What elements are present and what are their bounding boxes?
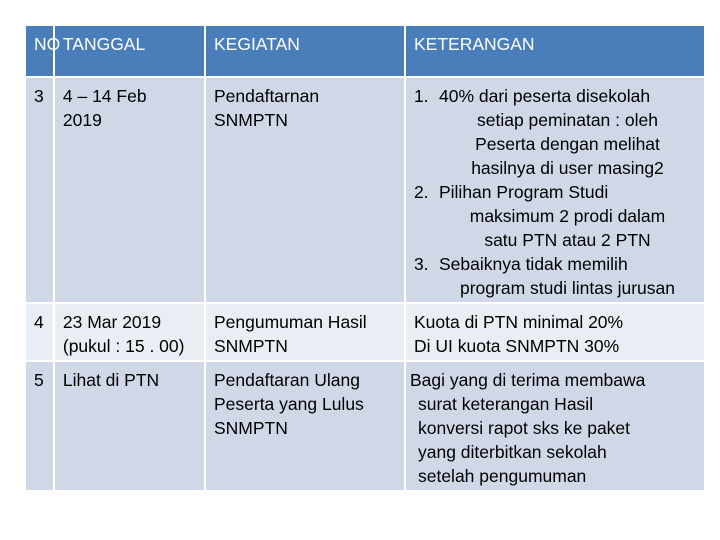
keterangan-line: Bagi yang di terima membawa — [409, 370, 646, 390]
header-keterangan: KETERANGAN — [405, 25, 705, 77]
list-item — [414, 252, 696, 300]
list-line: Peserta dengan melihat — [475, 134, 660, 154]
table-row — [25, 361, 705, 491]
list-number: 3. — [413, 254, 429, 274]
keterangan-line: surat keterangan Hasil — [417, 394, 594, 414]
list-line: Sebaiknya tidak memilih — [438, 254, 628, 274]
row-keterangan — [405, 303, 705, 361]
list-line: satu PTN atau 2 PTN — [484, 230, 651, 250]
keterangan-line: Di UI kuota SNMPTN 30% — [413, 336, 620, 356]
kegiatan-line: SNMPTN — [213, 110, 288, 130]
row-kegiatan — [205, 361, 405, 491]
keterangan-list — [414, 84, 696, 300]
tanggal-line: 23 Mar 2019 — [62, 312, 162, 332]
kegiatan-line: SNMPTN — [213, 418, 288, 438]
keterangan-line: yang diterbitkan sekolah — [417, 442, 607, 462]
list-text — [439, 84, 696, 180]
schedule-table — [24, 24, 706, 492]
list-line: Pilihan Program Studi — [438, 182, 609, 202]
header-tanggal: TANGGAL — [54, 25, 205, 77]
row-no: 3 — [25, 77, 54, 303]
list-item — [414, 84, 696, 180]
keterangan-line: Kuota di PTN minimal 20% — [413, 312, 624, 332]
kegiatan-line: Pendaftaran Ulang — [213, 370, 360, 390]
row-kegiatan — [205, 303, 405, 361]
kegiatan-line: SNMPTN — [213, 336, 288, 356]
list-number: 2. — [413, 182, 429, 202]
list-item — [414, 180, 696, 252]
row-tanggal — [54, 361, 205, 491]
row-no: 5 — [25, 361, 54, 491]
keterangan-line: setelah pengumuman — [417, 466, 587, 486]
kegiatan-line: Peserta yang Lulus — [213, 394, 364, 414]
list-text — [439, 252, 696, 300]
list-number: 1. — [413, 86, 429, 106]
tanggal-line: Lihat di PTN — [62, 370, 160, 390]
kegiatan-line: Pengumuman Hasil — [213, 312, 367, 332]
header-kegiatan: KEGIATAN — [205, 25, 405, 77]
row-keterangan — [405, 77, 705, 303]
tanggal-line: 2019 — [62, 110, 102, 130]
list-line: 40% dari peserta disekolah — [438, 86, 651, 106]
tanggal-line: (pukul : 15 . 00) — [62, 336, 185, 356]
tanggal-line: 4 – 14 Feb — [62, 86, 147, 106]
kegiatan-line: Pendaftarnan — [213, 86, 320, 106]
list-line: maksimum 2 prodi dalam — [469, 206, 666, 226]
header-row — [25, 25, 705, 77]
table-row — [25, 303, 705, 361]
row-kegiatan — [205, 77, 405, 303]
list-line: program studi lintas jurusan — [460, 278, 675, 298]
keterangan-line: konversi rapot sks ke paket — [417, 418, 631, 438]
list-line: setiap peminatan : oleh — [477, 110, 658, 130]
list-text — [439, 180, 696, 252]
row-keterangan — [405, 361, 705, 491]
header-no: NO — [25, 25, 54, 77]
table-row — [25, 77, 705, 303]
row-no: 4 — [25, 303, 54, 361]
list-line: hasilnya di user masing2 — [471, 158, 664, 178]
row-tanggal — [54, 77, 205, 303]
row-tanggal — [54, 303, 205, 361]
